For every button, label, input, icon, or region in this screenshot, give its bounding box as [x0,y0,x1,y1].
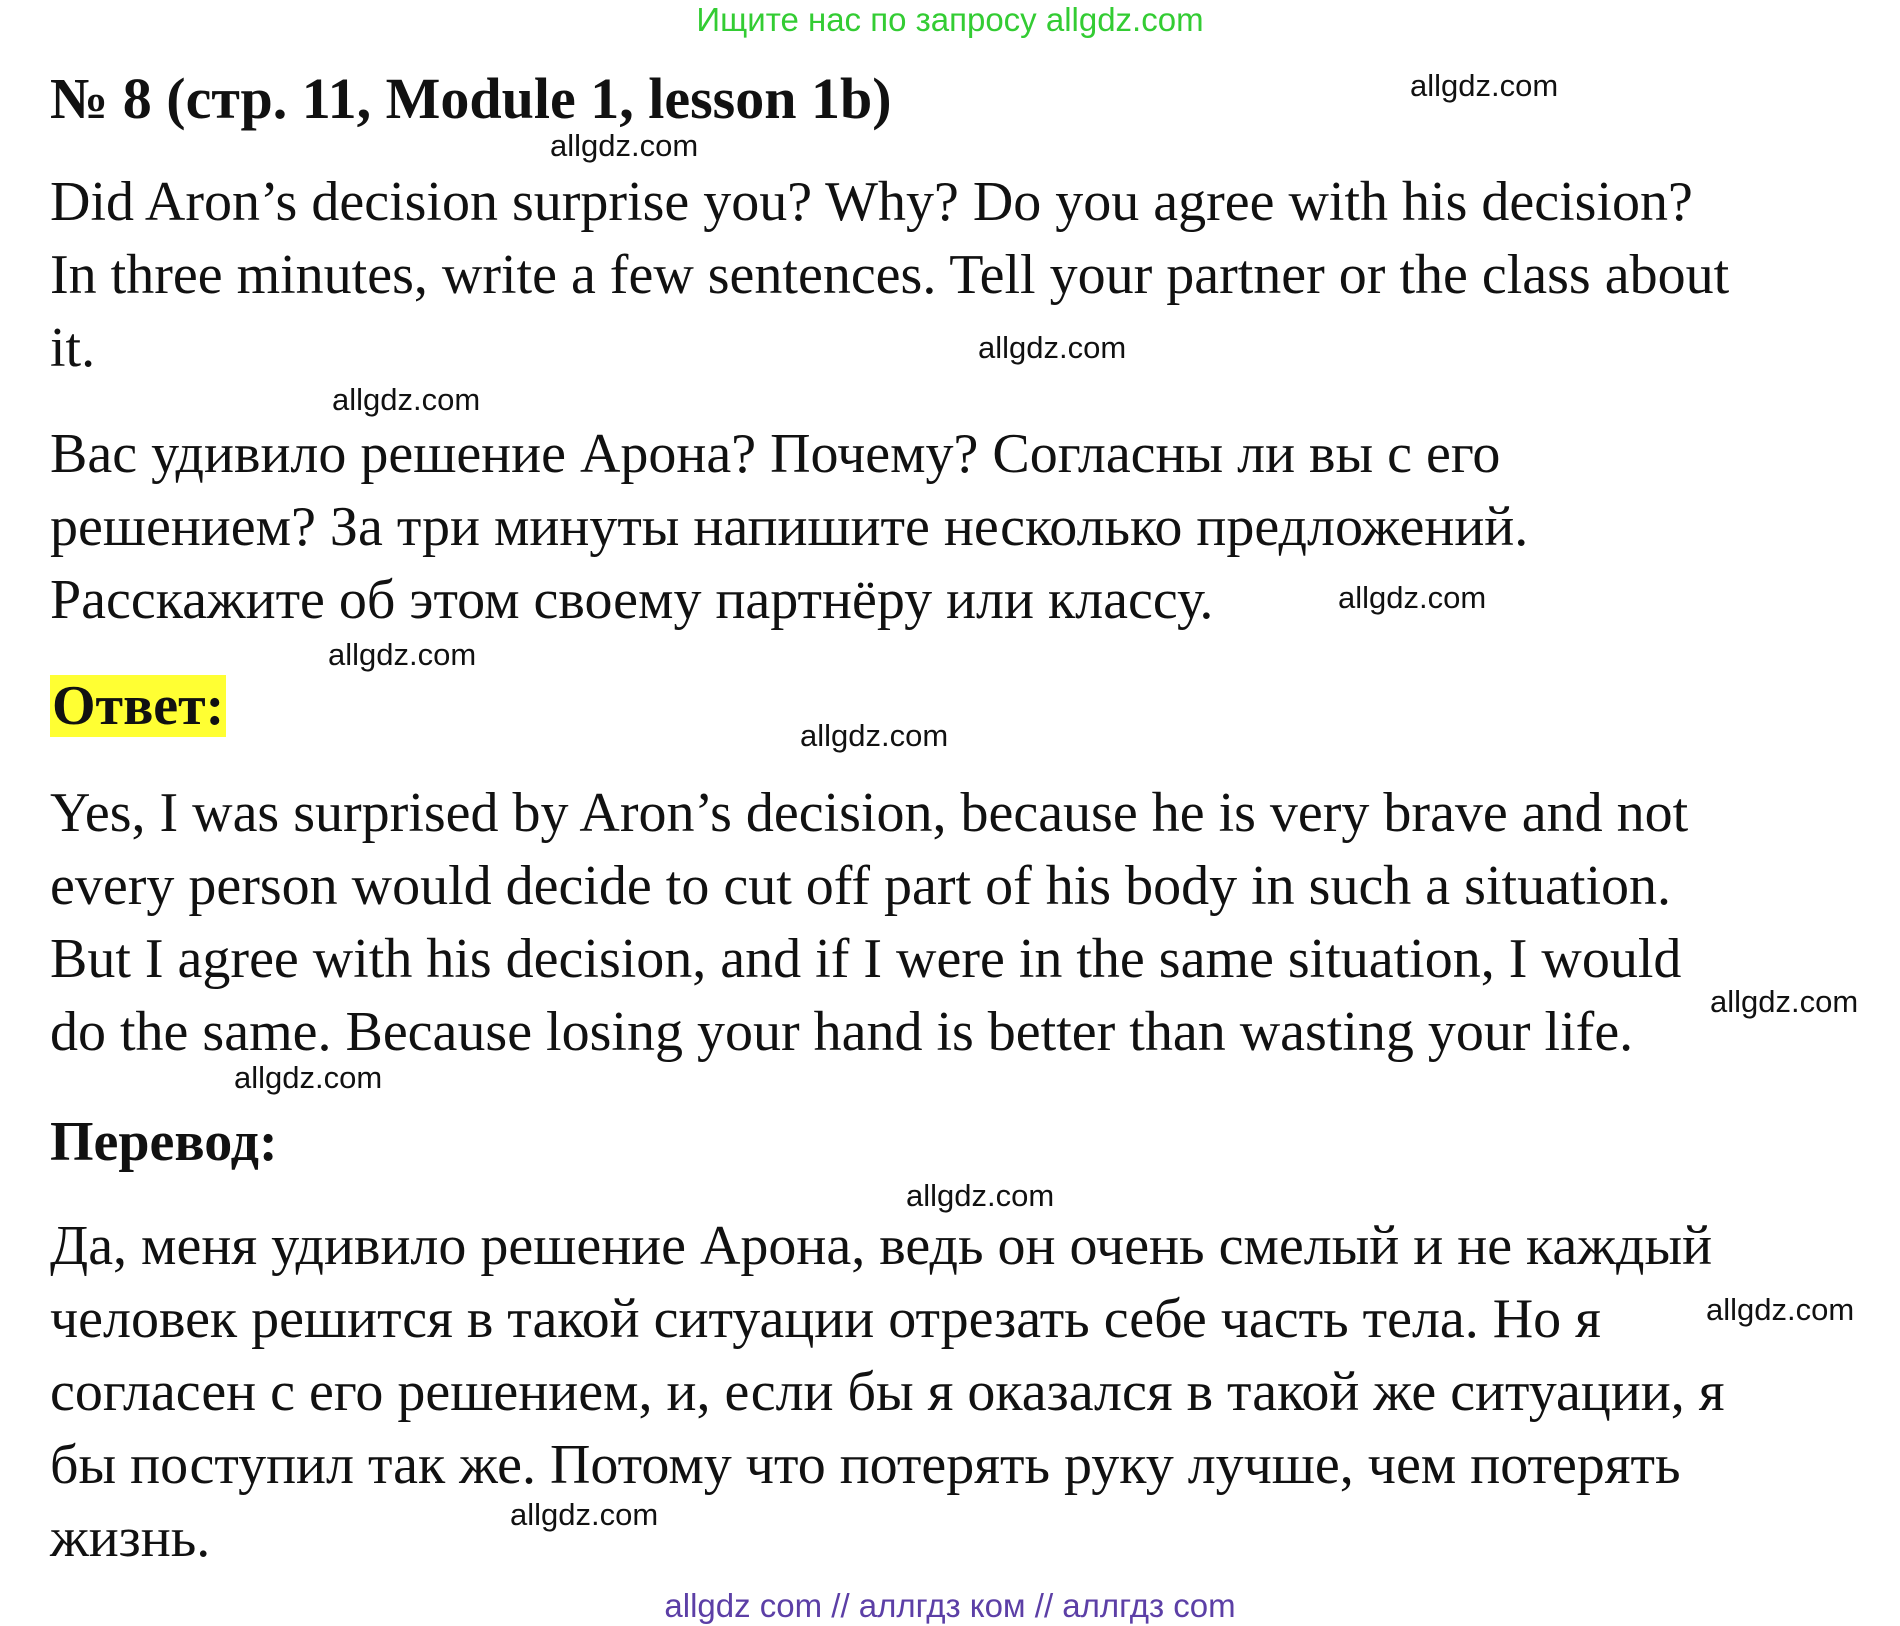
task-english-line: Did Aron’s decision surprise you? Why? Do you agree with his decision? [50,171,1693,233]
translation-line: Да, меня удивило решение Арона, ведь он очень смелый и не каждый [50,1215,1713,1277]
answer-text [50,777,1688,1069]
watermark: allgdz.com [332,382,481,417]
task-english-line: In three minutes, write a few sentences. Tell your partner or the class about [50,244,1730,306]
watermark: allgdz.com [800,718,949,753]
task-russian-line: решением? За три минуты напишите несколько предложений. [50,496,1529,558]
translation-line: человек решится в такой ситуации отрезать себе часть тела. Но я [50,1288,1601,1350]
exercise-title: № 8 (стр. 11, Module 1, lesson 1b) [50,66,892,131]
watermark: allgdz.com [550,128,699,163]
answer-label [50,672,226,740]
watermark: allgdz.com [1706,1292,1855,1327]
watermark: allgdz.com [906,1178,1055,1213]
task-russian-line: Расскажите об этом своему партнёру или классу. [50,569,1214,631]
task-russian [50,418,1528,637]
task-english-line: it. [50,317,96,379]
task-russian-line: Вас удивило решение Арона? Почему? Согласны ли вы с его [50,423,1501,485]
watermark: allgdz.com [1410,68,1559,103]
translation-line: бы поступил так же. Потому что потерять руку лучше, чем потерять [50,1434,1681,1496]
answer-line: Yes, I was surprised by Aron’s decision, because he is very brave and not [50,782,1689,844]
answer-label-text: Ответ: [52,675,225,737]
task-english [50,166,1729,385]
translation-label: Перевод: [50,1111,278,1173]
watermark: allgdz.com [328,637,477,672]
answer-line: every person would decide to cut off part of his body in such a situation. [50,855,1672,917]
translation-text [50,1210,1725,1575]
top-banner: Ищите нас по запросу allgdz.com [696,1,1204,38]
translation-line: жизнь. [50,1507,211,1569]
translation-line: согласен с его решением, и, если бы я оказался в такой же ситуации, я [50,1361,1725,1423]
footer-links: allgdz com // аллгдз ком // аллгдз com [664,1587,1236,1624]
watermark: allgdz.com [510,1497,659,1532]
watermark: allgdz.com [978,330,1127,365]
watermark: allgdz.com [1710,984,1859,1019]
watermark: allgdz.com [234,1060,383,1095]
watermark: allgdz.com [1338,580,1487,615]
answer-line: do the same. Because losing your hand is better than wasting your life. [50,1001,1634,1063]
answer-line: But I agree with his decision, and if I were in the same situation, I would [50,928,1682,990]
